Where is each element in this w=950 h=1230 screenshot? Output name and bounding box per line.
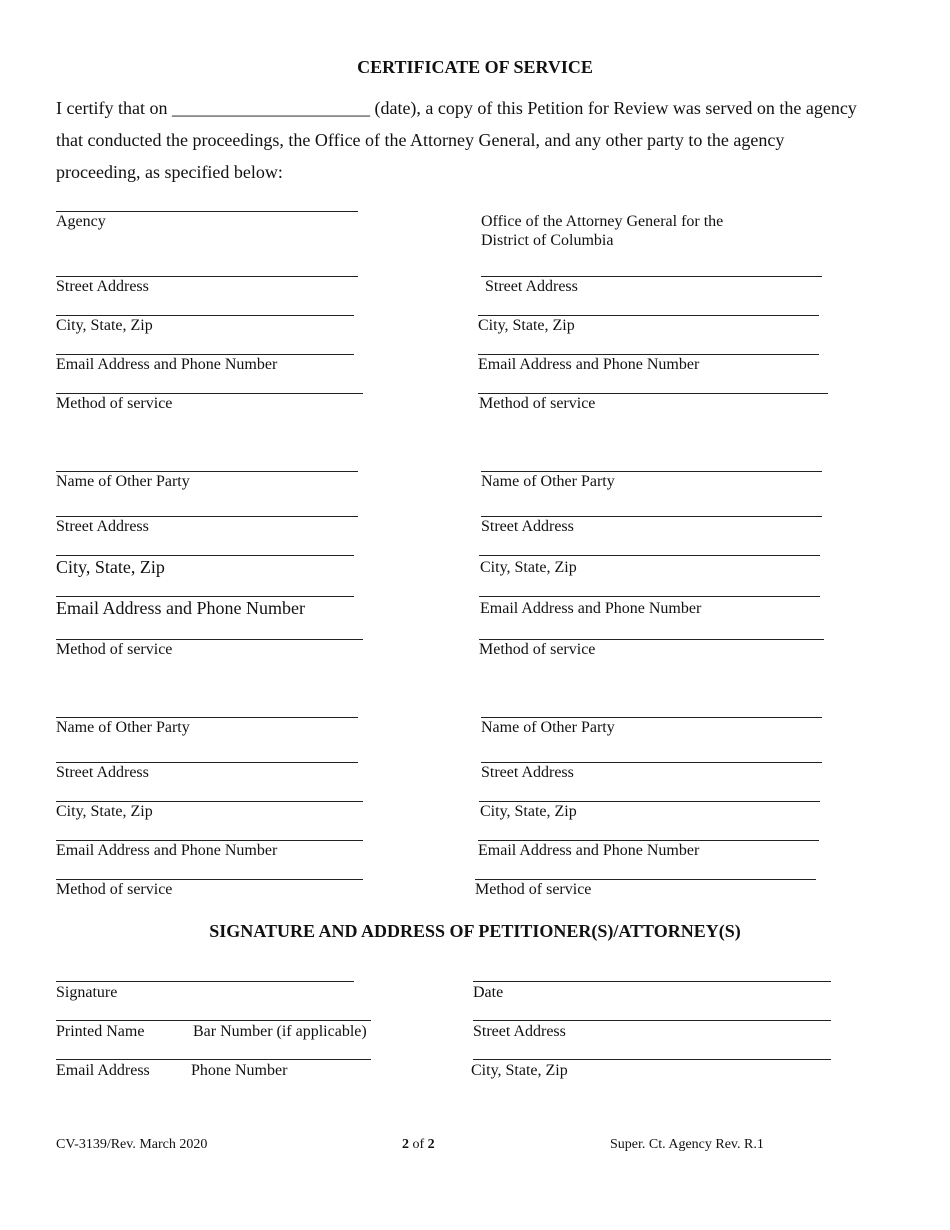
agency-label: Agency (56, 213, 106, 230)
left1-method-label: Method of service (56, 395, 173, 412)
left2-name-label: Name of Other Party (56, 473, 190, 490)
left2-method-label: Method of service (56, 641, 173, 658)
right1-email-line[interactable] (478, 354, 819, 355)
left2-email-label: Email Address and Phone Number (56, 598, 305, 618)
sig-street-label: Street Address (473, 1023, 566, 1040)
agency-line[interactable] (56, 211, 358, 212)
phone-number-label: Phone Number (191, 1062, 288, 1079)
right3-name-label: Name of Other Party (481, 719, 615, 736)
right1-street-label: Street Address (485, 278, 578, 295)
right3-street-label: Street Address (481, 764, 574, 781)
form-id: CV-3139/Rev. March 2020 (56, 1137, 208, 1152)
left1-street-label: Street Address (56, 278, 149, 295)
right3-street-line[interactable] (481, 762, 822, 763)
bar-number-label: Bar Number (if applicable) (193, 1023, 367, 1040)
right3-method-label: Method of service (475, 881, 592, 898)
left3-email-label: Email Address and Phone Number (56, 842, 278, 859)
sig-street-line[interactable] (473, 1020, 831, 1021)
email-address-label: Email Address (56, 1062, 150, 1079)
left3-city-line[interactable] (56, 801, 363, 802)
page-title: CERTIFICATE OF SERVICE (357, 57, 593, 77)
right3-email-line[interactable] (478, 840, 819, 841)
right2-city-line[interactable] (479, 555, 820, 556)
left2-name-line[interactable] (56, 471, 358, 472)
right3-city-line[interactable] (479, 801, 820, 802)
page-current: 2 (402, 1137, 409, 1152)
page-of: of (412, 1137, 425, 1152)
left2-method-line[interactable] (56, 639, 363, 640)
left3-method-line[interactable] (56, 879, 363, 880)
left2-city-label: City, State, Zip (56, 557, 165, 577)
printed-name-label: Printed Name (56, 1023, 145, 1040)
right2-name-line[interactable] (481, 471, 822, 472)
right2-email-label: Email Address and Phone Number (480, 600, 702, 617)
left2-street-label: Street Address (56, 518, 149, 535)
signature-line[interactable] (56, 981, 354, 982)
right2-email-line[interactable] (479, 596, 820, 597)
right1-street-line[interactable] (481, 276, 822, 277)
left1-email-line[interactable] (56, 354, 354, 355)
right2-name-label: Name of Other Party (481, 473, 615, 490)
ag-office-line-2: District of Columbia (481, 232, 614, 249)
left3-street-label: Street Address (56, 764, 149, 781)
right3-city-label: City, State, Zip (480, 803, 577, 820)
page-number (402, 1137, 435, 1153)
left2-city-line[interactable] (56, 555, 354, 556)
right2-city-label: City, State, Zip (480, 559, 577, 576)
left3-city-label: City, State, Zip (56, 803, 153, 820)
right2-street-label: Street Address (481, 518, 574, 535)
email-phone-line[interactable] (56, 1059, 371, 1060)
right1-email-label: Email Address and Phone Number (478, 356, 700, 373)
left3-street-line[interactable] (56, 762, 358, 763)
signature-heading: SIGNATURE AND ADDRESS OF PETITIONER(S)/ATTORNEY(S) (209, 921, 741, 941)
left1-city-line[interactable] (56, 315, 354, 316)
date-label: Date (473, 984, 504, 1001)
right2-street-line[interactable] (481, 516, 822, 517)
right1-method-label: Method of service (479, 395, 596, 412)
sig-city-line[interactable] (473, 1059, 831, 1060)
left2-email-line[interactable] (56, 596, 354, 597)
right2-method-line[interactable] (479, 639, 824, 640)
left1-email-label: Email Address and Phone Number (56, 356, 278, 373)
right3-name-line[interactable] (481, 717, 822, 718)
certify-line-2: that conducted the proceedings, the Office of the Attorney General, and any other party to the agency (56, 130, 785, 150)
left3-name-label: Name of Other Party (56, 719, 190, 736)
right1-city-line[interactable] (478, 315, 819, 316)
right3-email-label: Email Address and Phone Number (478, 842, 700, 859)
right1-city-label: City, State, Zip (478, 317, 575, 334)
certify-line-3: proceeding, as specified below: (56, 162, 283, 182)
ag-office-line-1: Office of the Attorney General for the (481, 213, 724, 230)
signature-label: Signature (56, 984, 118, 1001)
sig-city-label: City, State, Zip (471, 1062, 568, 1079)
agency-rev: Super. Ct. Agency Rev. R.1 (610, 1137, 764, 1152)
left1-street-line[interactable] (56, 276, 358, 277)
left1-city-label: City, State, Zip (56, 317, 153, 334)
left3-name-line[interactable] (56, 717, 358, 718)
left3-email-line[interactable] (56, 840, 363, 841)
right1-method-line[interactable] (478, 393, 828, 394)
right2-method-label: Method of service (479, 641, 596, 658)
left1-method-line[interactable] (56, 393, 363, 394)
left3-method-label: Method of service (56, 881, 173, 898)
printed-name-line[interactable] (56, 1020, 371, 1021)
left2-street-line[interactable] (56, 516, 358, 517)
page-total: 2 (427, 1137, 435, 1152)
certify-line-1: I certify that on ______________________ (date), a copy of this Petition for Review was served on the agency (56, 98, 857, 118)
right3-method-line[interactable] (475, 879, 816, 880)
date-line[interactable] (473, 981, 831, 982)
